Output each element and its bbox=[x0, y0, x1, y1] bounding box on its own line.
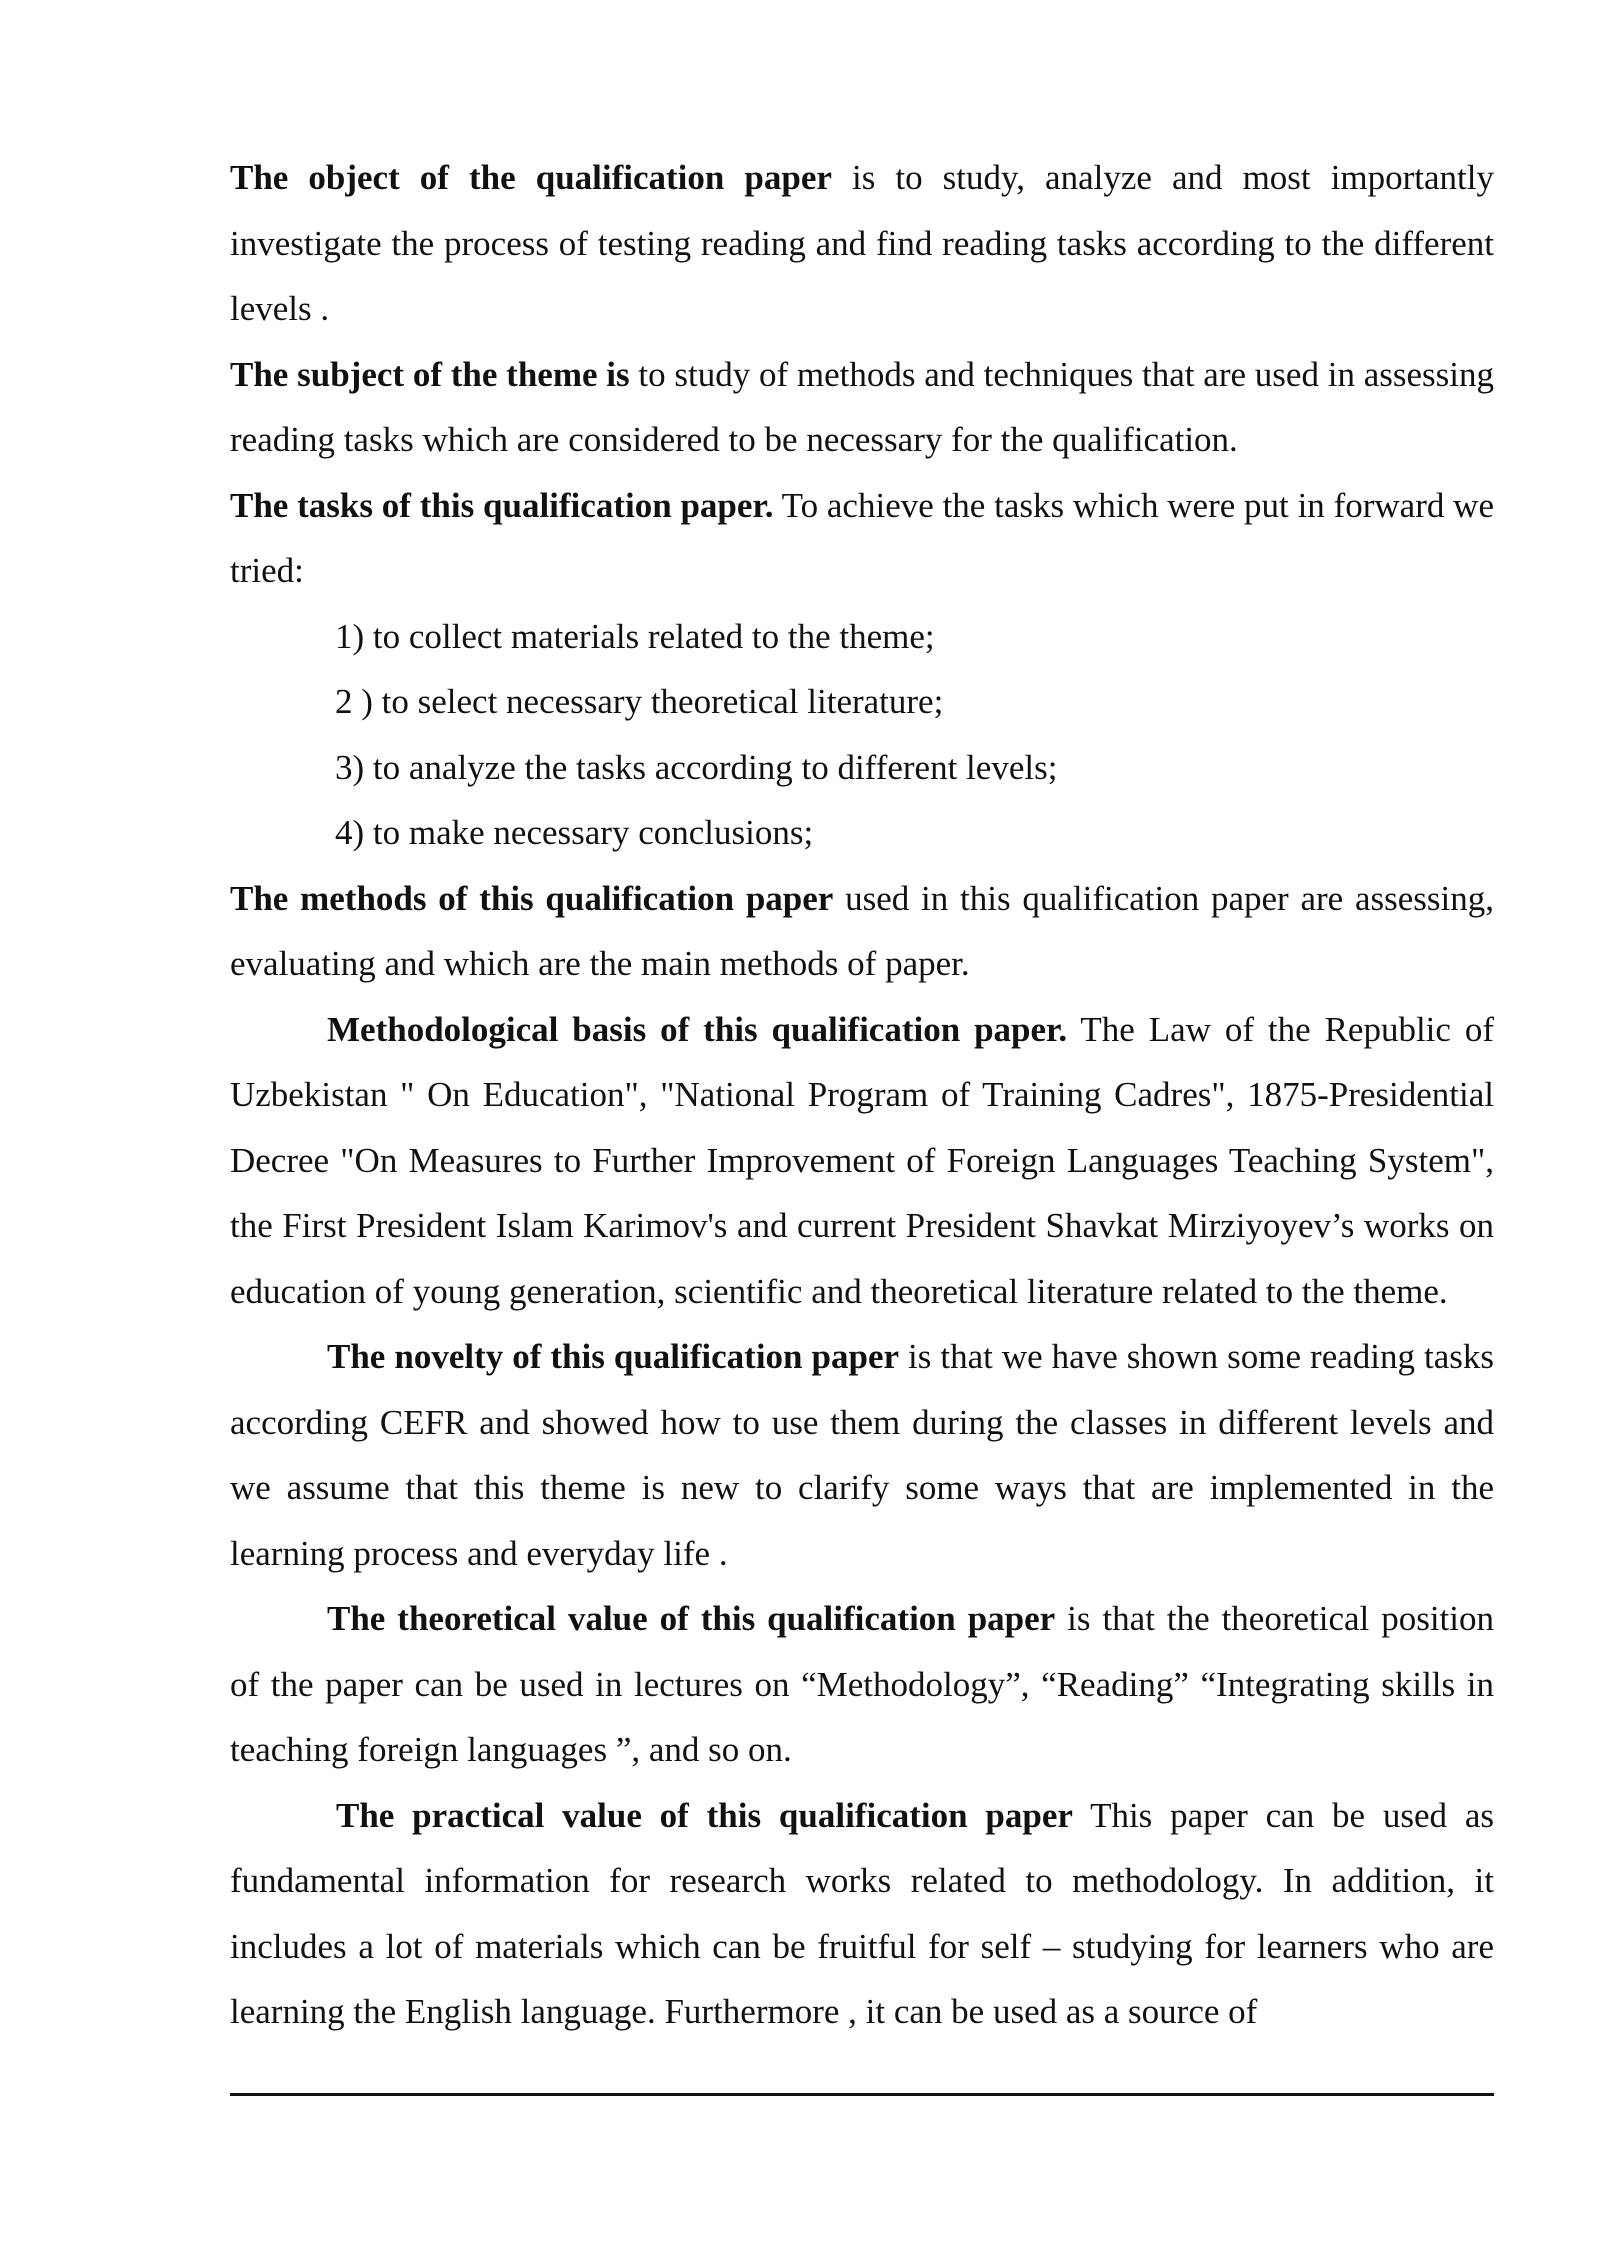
novelty-heading: The novelty of this qualification paper bbox=[327, 1337, 900, 1376]
document-page bbox=[230, 145, 1494, 2045]
practical-paragraph bbox=[230, 1783, 1494, 2045]
methods-heading: The methods of this qualification paper bbox=[230, 878, 834, 918]
tasks-heading: The tasks of this qualification paper. bbox=[230, 485, 774, 525]
subject-heading: The subject of the theme is bbox=[230, 354, 630, 394]
methodological-paragraph bbox=[230, 997, 1494, 1325]
practical-text: This paper can be used as fundamental information for research works related to methodology. In addition, it includes a lot of materials which can be fruitful for self – studying for learners who are learning the English language. Furthermore , it can be used as a source of bbox=[230, 1795, 1495, 2031]
novelty-text: is that we have shown some reading tasks according CEFR and showed how to use them during the classes in different levels and we assume that this theme is new to clarify some ways that are implemented in the learning process and everyday life . bbox=[230, 1337, 1494, 1573]
subject-text: to study of methods and techniques that are used in assessing reading tasks which are considered to be necessary for the qualification. bbox=[230, 354, 1494, 459]
list-item: 3) to analyze the tasks according to different levels; bbox=[335, 747, 1058, 787]
tasks-paragraph bbox=[230, 473, 1494, 604]
theoretical-paragraph bbox=[230, 1586, 1494, 1783]
methods-paragraph bbox=[230, 866, 1494, 997]
theoretical-text: is that the theoretical position of the paper can be used in lectures on “Methodology”, “Reading” “Integrating skills in teaching foreign languages ”, and so on. bbox=[230, 1599, 1494, 1769]
methods-text: used in this qualification paper are assessing, evaluating and which are the main methods of paper. bbox=[230, 878, 1494, 983]
practical-heading: The practical value of this qualification paper bbox=[336, 1795, 1073, 1835]
subject-paragraph bbox=[230, 342, 1494, 473]
methodological-heading: Methodological basis of this qualification paper. bbox=[327, 1009, 1068, 1049]
tasks-text: To achieve the tasks which were put in forward we tried: bbox=[230, 485, 1494, 590]
object-text: is to study, analyze and most importantly investigate the process of testing reading and find reading tasks according to the different levels . bbox=[230, 158, 1495, 328]
list-item: 2 ) to select necessary theoretical literature; bbox=[335, 682, 944, 721]
page-bottom-rule bbox=[230, 2093, 1494, 2096]
methodological-text: The Law of the Republic of Uzbekistan " On Education", "National Program of Training Cadres", 1875-Presidential Decree "On Measures to Further Improvement of Foreign Languages Teaching System", the First President Islam Karimov's and current President Shavkat Mirziyoyev’s works on education of young generation, scientific and theoretical literature related to the theme. bbox=[230, 1009, 1494, 1311]
list-item: 4) to make necessary conclusions; bbox=[335, 813, 814, 852]
tasks-list bbox=[230, 604, 1494, 866]
theoretical-heading: The theoretical value of this qualification paper bbox=[327, 1599, 1056, 1638]
novelty-paragraph bbox=[230, 1324, 1494, 1586]
object-paragraph bbox=[230, 145, 1494, 342]
list-item: 1) to collect materials related to the theme; bbox=[335, 616, 935, 656]
object-heading: The object of the qualification paper bbox=[230, 158, 832, 197]
